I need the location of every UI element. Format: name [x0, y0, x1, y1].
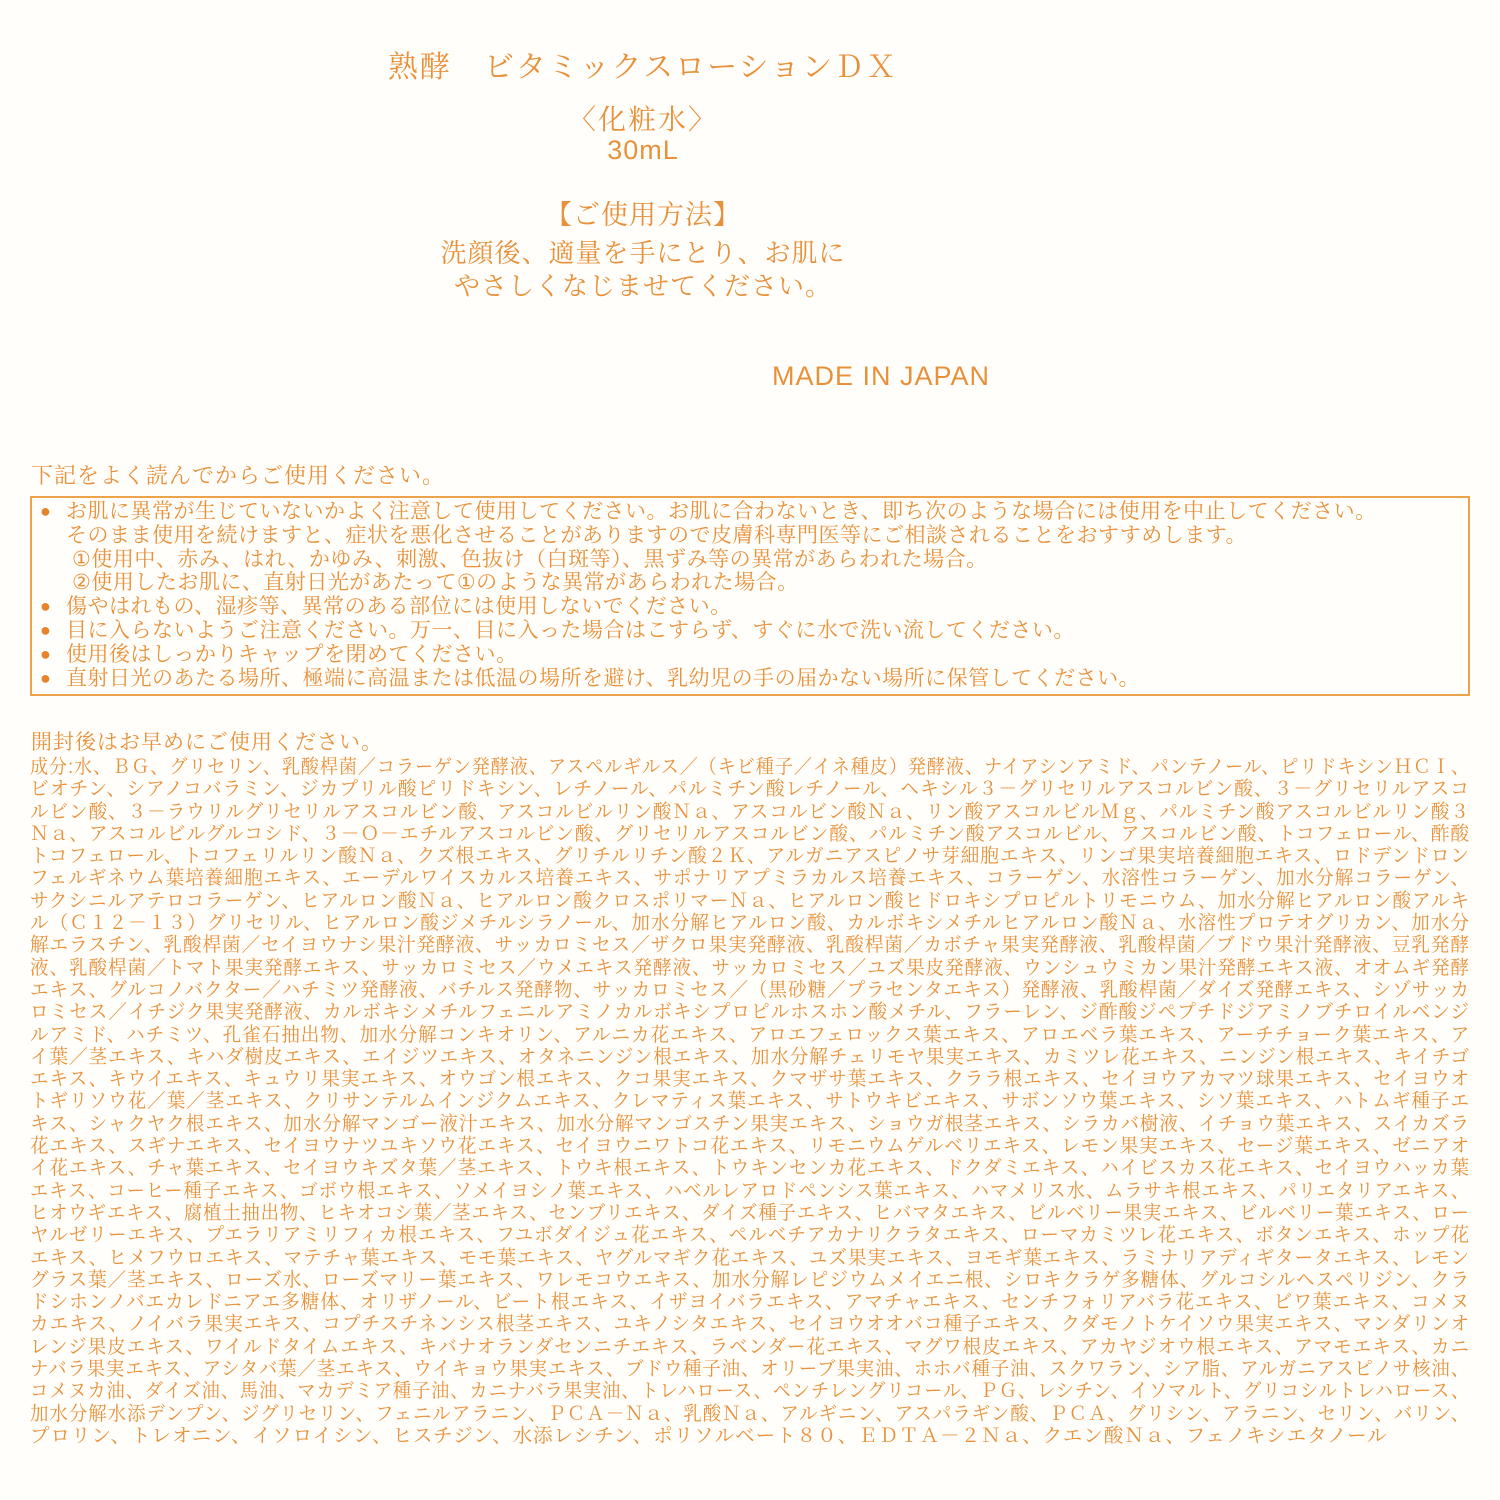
bullet-icon: ● [40, 596, 51, 617]
product-type: 〈化粧水〉 [567, 104, 718, 135]
ingredients-line: 成分:水、ＢＧ、グリセリン、乳酸桿菌／コラーゲン発酵液、アスペルギルス／（キビ種子／イネ種皮）発酵液、ナイアシンアミド、パンテノール、ピリドキシンＨＣＩ、 [30, 756, 1470, 778]
after-opening-note: 開封後はお早めにご使用ください。 [31, 731, 383, 754]
ingredients-line: ドシホンノバエカレドニアエ多糖体、オリザノール、ビート根エキス、イザヨイバラエキス、アマチャエキス、センチフォリアバラ花エキス、ビワ葉エキス、コメヌ [30, 1291, 1470, 1314]
warning-item [38, 571, 1462, 595]
product-title: 熟酵 ビタミックスローションＤＸ [388, 51, 898, 84]
ingredients-line: フェルギネウム葉培養細胞エキス、エーデルワイスカルス培養エキス、サポナリアプミラカルス培養エキス、コラーゲン、水溶性コラーゲン、加水分解コラーゲン、 [30, 867, 1470, 890]
ingredients-line: 液、乳酸桿菌／トマト果実発酵エキス、サッカロミセス／ウメエキス発酵液、サッカロミセス／ユズ果皮発酵液、ウンシュウミカン果汁発酵エキス液、オオムギ発酵 [30, 956, 1470, 979]
bullet-icon: ● [40, 643, 51, 664]
warning-item [38, 667, 1462, 691]
ingredients-line: Ｎａ、アスコルビルグルコシド、３－Ｏ－エチルアスコルビン酸、グリセリルアスコルビン酸、パルミチン酸アスコルビル、アスコルビン酸、トコフェロール、酢酸 [30, 822, 1470, 845]
ingredients-line: トコフェロール、トコフェリルリン酸Ｎａ、クズ根エキス、グリチルリチン酸２Ｋ、アルガニアスピノサ芽細胞エキス、リンゴ果実培養細胞エキス、ロドデンドロン [30, 845, 1470, 868]
bullet-icon: ● [40, 501, 51, 521]
ingredients-line: エキス、グルコノバクター／ハチミツ発酵液、バチルス発酵物、サッカロミセス／（黒砂糖／プラセンタエキス）発酵液、乳酸桿菌／ダイズ発酵エキス、シゾサッカ [30, 978, 1470, 1001]
ingredients-line: ルアミド、ハチミツ、孔雀石抽出物、加水分解コンキオリン、アルニカ花エキス、アロエフェロックス葉エキス、アロエベラ葉エキス、アーチチョーク葉エキス、ア [30, 1023, 1470, 1046]
usage-line-1: 洗顔後、適量を手にとり、お肌に [440, 238, 846, 268]
ingredients-line: サクシニルアテロコラーゲン、ヒアルロン酸Ｎａ、ヒアルロン酸クロスポリマーＮａ、ヒアルロン酸ヒドロキシプロピルトリモニウム、加水分解ヒアルロン酸アルキ [30, 889, 1470, 912]
ingredients-line: カエキス、ノイバラ果実エキス、コプチスチネンシス根茎エキス、ユキノシタエキス、セイヨウオオバコ種子エキス、クダモノトケイソウ果実エキス、マンダリンオ [30, 1313, 1470, 1336]
ingredients-line: エキス、コーヒー種子エキス、ゴボウ根エキス、ソメイヨシノ葉エキス、ハベルレアロドペンシス葉エキス、ハマメリス水、ムラサキ根エキス、パリエタリアエキス、 [30, 1179, 1470, 1202]
usage-heading: 【ご使用方法】 [545, 200, 741, 230]
ingredients-line: 花エキス、スギナエキス、セイヨウナツユキソウ花エキス、セイヨウニワトコ花エキス、リモニウムゲルベリエキス、レモン果実エキス、セージ葉エキス、ゼニアオ [30, 1135, 1470, 1158]
usage-line-2: やさしくなじませてください。 [453, 271, 832, 301]
ingredients-line: ヒオウギエキス、腐植土抽出物、ヒキオコシ葉／茎エキス、センブリエキス、ダイズ種子エキス、ヒバマタエキス、ビルベリー果実エキス、ビルベリー葉エキス、ロー [30, 1201, 1470, 1224]
ingredients-line: コメヌカ油、ダイズ油、馬油、マカデミア種子油、カニナバラ果実油、トレハロース、ペンチレングリコール、ＰＧ、レシチン、イソマルト、グリコシルトレハロース、 [30, 1380, 1470, 1403]
ingredients-line: キス、シャクヤク根エキス、加水分解マンゴー液汁エキス、加水分解マンゴスチン果実エキス、ショウガ根茎エキス、シラカバ樹液、イチョウ葉エキス、スイカズラ [30, 1112, 1470, 1135]
volume: 30mL [607, 135, 679, 165]
ingredients-line: エキス、ヒメフウロエキス、マテチャ葉エキス、モモ葉エキス、ヤグルマギク花エキス、ユズ果実エキス、ヨモギ葉エキス、ラミナリアディギタータエキス、レモン [30, 1246, 1470, 1269]
warning-item [38, 500, 1462, 524]
ingredients-line: イ葉／茎エキス、キハダ樹皮エキス、エイジツエキス、オタネニンジン根エキス、加水分解チェリモヤ果実エキス、カミツレ花エキス、ニンジン根エキス、キイチゴ [30, 1045, 1470, 1068]
warning-text: 使用後はしっかりキャップを閉めてください。 [66, 642, 518, 666]
warning-text: ②使用したお肌に、直射日光があたって①のような異常があらわれた場合。 [72, 571, 799, 595]
warning-item [38, 643, 1462, 667]
warning-item [38, 619, 1462, 643]
warning-text: お肌に異常が生じていないかよく注意して使用してください。お肌に合わないとき、即ち次のような場合には使用を中止してください。 [66, 500, 1377, 523]
ingredients-line: ロミセス／イチジク果実発酵液、カルボキシメチルフェニルアミノカルボキシプロピルホスホン酸メチル、フラーレン、ジ酢酸ジペプチドジアミノブチロイルベンジ [30, 1001, 1470, 1024]
ingredients-line: ビオチン、シアノコバラミン、ジカプリル酸ピリドキシン、レチノール、パルミチン酸レチノール、ヘキシル３－グリセリルアスコルビン酸、３－グリセリルアスコ [30, 778, 1470, 801]
warning-text: 傷やはれもの、湿疹等、異常のある部位には使用しないでください。 [66, 595, 732, 619]
precautions-intro: 下記をよく読んでからご使用ください。 [31, 463, 446, 488]
ingredients-line: ルビン酸、３－ラウリルグリセリルアスコルビン酸、アスコルビルリン酸Ｎａ、アスコルビン酸Ｎａ、リン酸アスコルビルＭｇ、パルミチン酸アスコルビルリン酸３ [30, 800, 1470, 823]
ingredients-text [30, 756, 1470, 1447]
ingredients-line: レンジ果皮エキス、ワイルドタイムエキス、キバナオランダセンニチエキス、ラベンダー花エキス、マグワ根皮エキス、アカヤジオウ根エキス、アマモエキス、カニ [30, 1335, 1470, 1358]
warning-item [38, 524, 1462, 548]
warning-text: 目に入らないようご注意ください。万一、目に入った場合はこすらず、すぐに水で洗い流してください。 [66, 618, 1075, 642]
warning-item [38, 595, 1462, 619]
ingredients-line: プロリン、トレオニン、イソロイシン、ヒスチジン、水添レシチン、ポリソルベート８０、ＥＤＴＡ－２Ｎａ、クエン酸Ｎａ、フェノキシエタノール [30, 1424, 1388, 1447]
ingredients-line: ル（Ｃ１２－１３）グリセリル、ヒアルロン酸ジメチルシラノール、加水分解ヒアルロン酸、カルボキシメチルヒアルロン酸Ｎａ、水溶性プロテオグリカン、加水分 [30, 912, 1470, 935]
ingredients-line: グラス葉／茎エキス、ローズ水、ローズマリー葉エキス、ワレモコウエキス、加水分解レピジウムメイエニ根、シロキクラゲ多糖体、グルコシルヘスペリジン、クラ [30, 1268, 1470, 1291]
bullet-icon: ● [40, 619, 51, 640]
ingredients-line: エキス、キウイエキス、キュウリ果実エキス、オウゴン根エキス、クコ果実エキス、クマザサ葉エキス、クララ根エキス、セイヨウアカマツ球果エキス、セイヨウオ [30, 1068, 1470, 1091]
ingredients-line: ナバラ果実エキス、アシタバ葉／茎エキス、ウイキョウ果実エキス、ブドウ種子油、オリーブ果実油、ホホバ種子油、スクワラン、シア脂、アルガニアスピノサ核油、 [30, 1358, 1470, 1381]
ingredients-line: イ花エキス、チャ葉エキス、セイヨウキズタ葉／茎エキス、トウキ根エキス、トウキンセンカ花エキス、ドクダミエキス、ハイビスカス花エキス、セイヨウハッカ葉 [30, 1157, 1470, 1180]
warning-text: そのまま使用を続けますと、症状を悪化させることがありますので皮膚科専門医等にご相談されることをおすすめします。 [66, 523, 1248, 547]
warning-text: 直射日光のあたる場所、極端に高温または低温の場所を避け、乳幼児の手の届かない場所に保管してください。 [66, 666, 1141, 690]
warning-text: ①使用中、赤み、はれ、かゆみ、刺激、色抜け（白斑等）、黒ずみ等の異常があらわれた場合。 [72, 547, 988, 571]
ingredients-line: 解エラスチン、乳酸桿菌／セイヨウナシ果汁発酵液、サッカロミセス／ザクロ果実発酵液、乳酸桿菌／カボチャ果実発酵液、乳酸桿菌／ブドウ果汁発酵液、豆乳発酵 [30, 934, 1470, 957]
ingredients-line: ヤルゼリーエキス、プエラリアミリフィカ根エキス、フユボダイジュ花エキス、ペルベチアカナリクラタエキス、ローマカミツレ花エキス、ボタンエキス、ホップ花 [30, 1224, 1470, 1247]
bullet-icon: ● [40, 667, 51, 688]
warning-box [30, 496, 1470, 696]
ingredients-line: 加水分解水添デンプン、ジグリセリン、フェニルアラニン、ＰＣＡ－Ｎａ、乳酸Ｎａ、アルギニン、アスパラギン酸、ＰＣＡ、グリシン、アラニン、セリン、バリン、 [30, 1402, 1470, 1425]
ingredients-line: トギリソウ花／葉／茎エキス、クリサンテルムインジクムエキス、クレマティス葉エキス、サトウキビエキス、サボンソウ葉エキス、シソ葉エキス、ハトムギ種子エ [30, 1090, 1470, 1113]
made-in-japan: MADE IN JAPAN [772, 361, 991, 391]
warning-item [38, 548, 1462, 572]
